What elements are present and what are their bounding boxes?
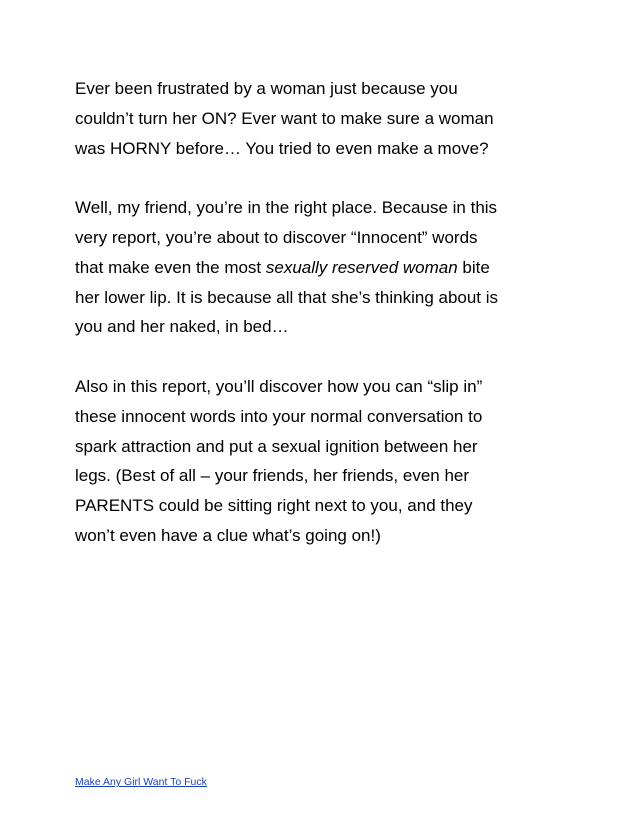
paragraph-line-with-emphasis: [75, 253, 575, 283]
paragraph-line: couldn’t turn her ON? Ever want to make sure a woman: [75, 108, 494, 128]
document-body: [75, 74, 575, 551]
paragraph-2: [75, 193, 575, 342]
paragraph-line: these innocent words into your normal conversation to: [75, 406, 483, 426]
paragraph-line: was HORNY before… You tried to even make a move?: [75, 138, 489, 158]
paragraph-1: [75, 74, 575, 163]
paragraph-line: Also in this report, you’ll discover how you can “slip in”: [75, 376, 483, 396]
paragraph-line: spark attraction and put a sexual ignition between her: [75, 436, 478, 456]
text-run: bite: [457, 257, 490, 277]
emphasized-text: sexually reserved woman: [265, 257, 458, 277]
paragraph-line: you and her naked, in bed…: [75, 317, 289, 337]
paragraph-line: legs. (Best of all – your friends, her friends, even her: [75, 466, 470, 486]
paragraph-line: Well, my friend, you’re in the right place. Because in this: [75, 198, 498, 218]
paragraph-line: won’t even have a clue what’s going on!): [75, 525, 381, 545]
paragraph-line: PARENTS could be sitting right next to you, and they: [75, 496, 473, 516]
paragraph-line: her lower lip. It is because all that she’s thinking about is: [75, 287, 499, 307]
paragraph-3: [75, 372, 575, 551]
paragraph-line: very report, you’re about to discover “Innocent” words: [75, 227, 478, 247]
text-run: that make even the most: [75, 257, 266, 277]
footer-link[interactable]: Make Any Girl Want To Fuck: [75, 776, 207, 788]
paragraph-line: Ever been frustrated by a woman just because you: [75, 79, 458, 98]
